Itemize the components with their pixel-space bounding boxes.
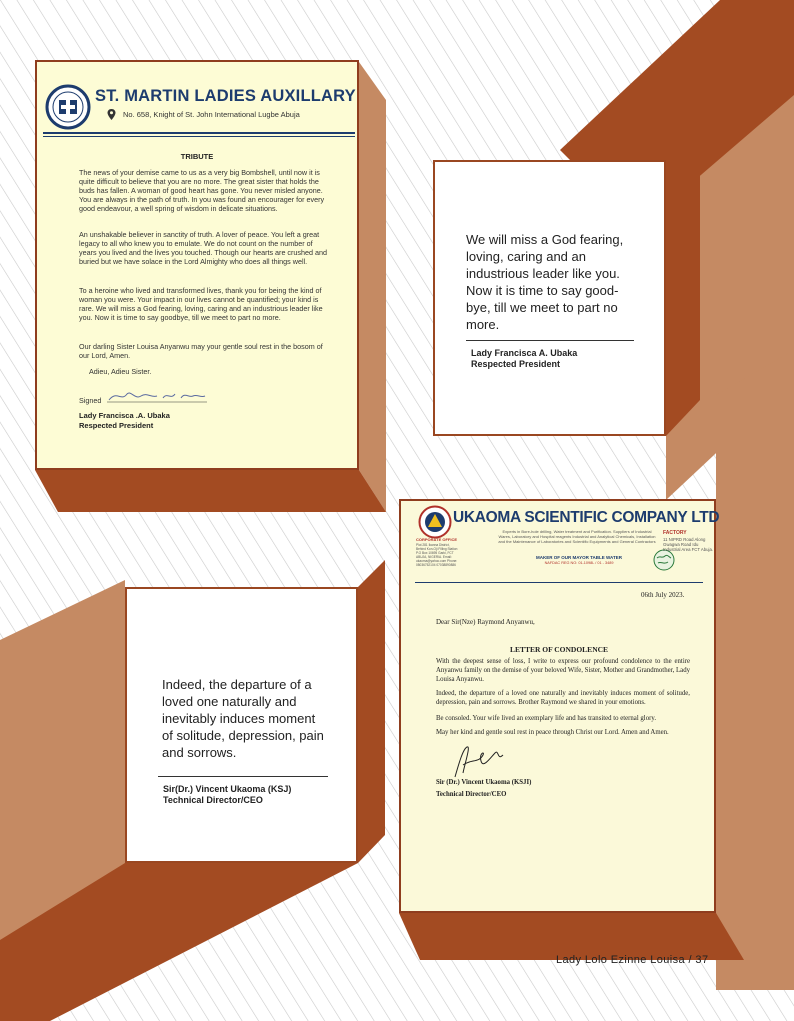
- letter-date: 06th July 2023.: [641, 591, 685, 599]
- tribute-paragraph-4: Our darling Sister Louisa Anyanwu may your gentle soul rest in the bosom of our Lord, Amen.: [79, 342, 323, 360]
- tribute-signer-title: Respected President: [79, 421, 154, 430]
- quote-signer-title-2: Technical Director/CEO: [163, 795, 263, 805]
- company-logo-icon: [418, 505, 452, 539]
- org-address: No. 658, Knight of St. John International Lugbe Abuja: [123, 110, 300, 119]
- letter-salutation: Dear Sir(Nze) Raymond Anyanwu,: [436, 618, 535, 626]
- quote-signer-name-1: Lady Francisca A. Ubaka: [471, 348, 578, 358]
- condolence-paragraph-1: With the deepest sense of loss, I write to express our profound condolence to the entire Anyanwu family on the demise of your beloved Wife, Sister, Mother and Grandmother, Lady Louisa Anyanwu.: [436, 658, 690, 683]
- header-rule: [43, 132, 355, 134]
- condolence-letter: [399, 499, 720, 913]
- condolence-paragraph-4: May her kind and gentle soul rest in peace through Christ our Lord. Amen and Amen.: [436, 729, 669, 736]
- location-pin-icon: [107, 109, 116, 120]
- factory-address: 11 NIPRD Road Along Gwagwa Road Idu Industrial Area FCT Abuja.: [663, 537, 714, 553]
- tribute-paragraph-2: An unshakable believer in sanctity of truth. A lover of peace. You left a great legacy to all who knew you to emulate. We do not count on the number of years you lived and the lives you touched. Though our hearts are crushed and buried but we have solace in the Lord Almighty who does all things well.: [79, 230, 327, 266]
- company-tagline: Experts in Bore-hole drilling, Water treatment and Purification. Suppliers of Industrial Wares, Laboratory and Hospital reagents Industrial and Analytical Chemicals, Installation and the Maintenance of Laboratories and Scientific Equipments and General Contractors: [498, 529, 656, 544]
- crest-icon: [45, 84, 91, 130]
- tribute-letter: [35, 60, 359, 470]
- page-footer: Lady Lolo Ezinne Louisa / 37: [556, 954, 709, 966]
- condolence-signer-name: Sir (Dr.) Vincent Ukaoma (KSJI): [436, 779, 532, 786]
- tribute-heading: TRIBUTE: [180, 152, 214, 161]
- quote-card-1: [433, 160, 666, 436]
- quote-rule-2: [158, 776, 328, 777]
- company-name: UKAOMA SCIENTIFIC COMPANY LTD: [453, 509, 720, 526]
- tribute-paragraph-3: To a heroine who lived and transformed lives, thank you for being the kind of woman you were. Your impact in our lives cannot be quantified; your kind is rare. We will miss a God fearing, loving, caring and an industrious leader like you. Now it is time to say goodbye, till we meet to part no more.: [79, 286, 323, 322]
- quote-text-2: Indeed, the departure of a loved one naturally and inevitably induces moment of solitude, depression, pain and sorrows.: [162, 677, 324, 760]
- header-rule-2: [43, 136, 355, 137]
- condolence-paragraph-3: Be consoled. Your wife lived an exemplary life and has transited to eternal glory.: [436, 715, 657, 722]
- tribute-signer-name: Lady Francisca .A. Ubaka: [79, 411, 170, 420]
- condolence-heading: LETTER OF CONDOLENCE: [509, 645, 609, 654]
- quote-signer-name-2: Sir(Dr.) Vincent Ukaoma (KSJ): [163, 784, 292, 794]
- handwritten-signature: [107, 388, 207, 404]
- tribute-paragraph-1: The news of your demise came to us as a very big Bombshell, until now it is quite difficult to believe that you are no more. The great sister that holds the buds has fallen. A woman of good heart has gone. You never misled anyone. You are always in the path of truth. In you was found an encourager for every good endeavour, a well spring of wisdom in delicate situations.: [79, 168, 325, 213]
- org-name: ST. MARTIN LADIES AUXILLARY: [95, 87, 356, 105]
- quote-text-1: We will miss a God fearing, loving, caring and an industrious leader like you. Now it is time to say good-bye, till we meet to part no more.: [466, 232, 624, 332]
- quote-rule-1: [466, 340, 634, 341]
- quote-card-2: [125, 587, 358, 863]
- handwritten-signature-2: [449, 743, 509, 781]
- quote-signer-title-1: Respected President: [471, 359, 561, 369]
- condolence-signer-title: Technical Director/CEO: [436, 791, 507, 798]
- corporate-address: Plot 281 Ikanna District, Behind Kon-Oji Filling Station P.O Box 10695 Garki, FCT ABUJA, NIGERIA. Email: ukaoma@yahoo.com Phone: 08036752104 07038890886: [416, 543, 458, 567]
- company-maker: MAKER OF OUR MAYOR TABLE WATER: [536, 555, 622, 560]
- corporate-label: CORPORATE OFFICE: [416, 537, 458, 542]
- condolence-paragraph-2: Indeed, the departure of a loved one naturally and inevitably induces moment of solitude, depression, pain and sorrows. Brother Raymond we shared in your emotions.: [436, 690, 690, 706]
- factory-label: FACTORY: [663, 530, 687, 536]
- signed-label: Signed: [79, 396, 102, 405]
- adieu-line: Adieu, Adieu Sister.: [89, 367, 152, 376]
- company-nafdac: NAFDAC REG NO: 01-1098L / 01 - 3489: [544, 561, 614, 565]
- letterhead-rule: [415, 582, 703, 583]
